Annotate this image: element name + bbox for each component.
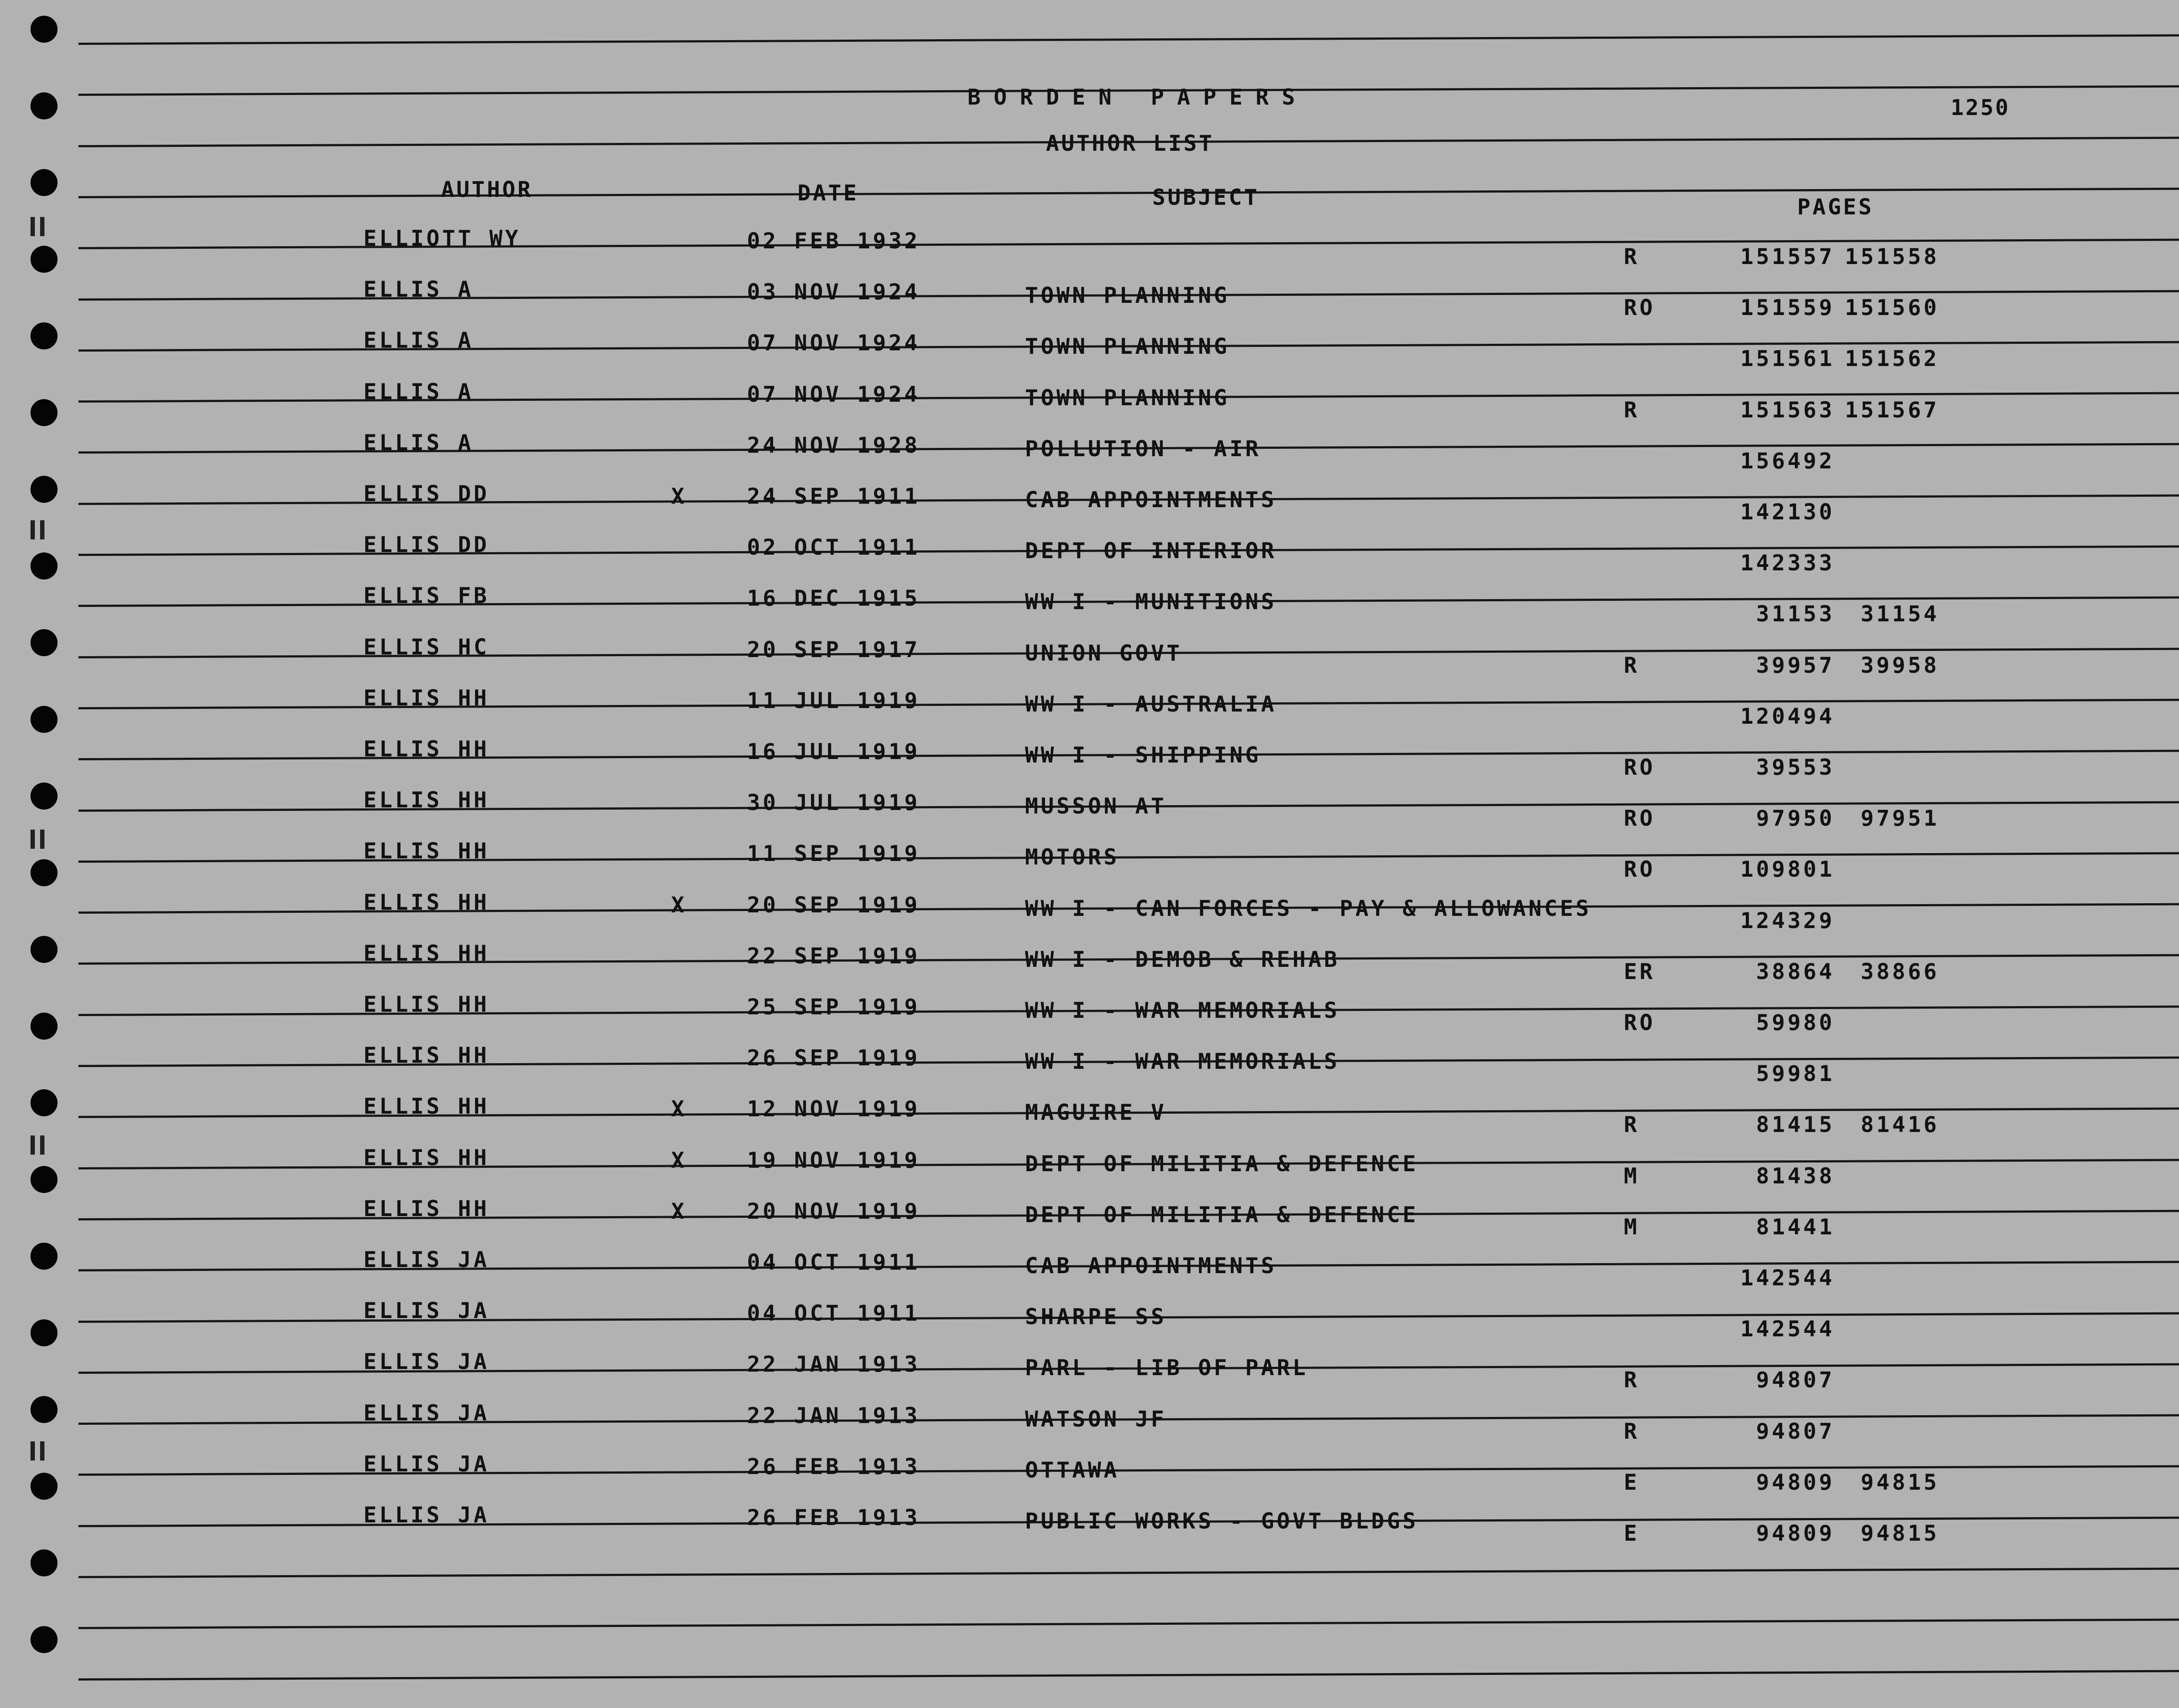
perforation-mark [31,217,35,236]
page-start-cell: 39553 [1756,755,1835,780]
table-row [0,1095,2179,1143]
page-start-cell: 94809 [1756,1469,1835,1495]
author-cell: ELLIS HH [363,889,489,915]
subject-cell: MAGUIRE V [1025,1100,1167,1125]
date-cell: 20 SEP 1919 [747,892,920,918]
subject-cell: TOWN PLANNING [1025,385,1230,410]
code-cell: R [1624,1112,1640,1138]
feed-hole [31,169,58,196]
subject-cell: CAB APPOINTMENTS [1025,487,1277,512]
page-start-cell: 151563 [1740,397,1835,423]
page-end-cell: 151567 [1845,397,1939,423]
table-row [0,891,2179,939]
page-start-cell: 94807 [1756,1418,1835,1444]
column-header-date: DATE [798,180,859,206]
page-end-cell: 151560 [1845,295,1939,321]
page-start-cell: 38864 [1756,959,1835,984]
table-row [0,1453,2179,1501]
author-cell: ELLIS JA [363,1298,489,1324]
feed-hole [31,92,58,119]
table-row [0,1249,2179,1297]
date-cell: 07 NOV 1924 [747,330,920,356]
author-cell: ELLIS HH [363,1094,489,1119]
table-row [0,1300,2179,1348]
page-end-cell: 97951 [1860,806,1939,831]
rule-line [78,34,2179,45]
table-row [0,381,2179,429]
subject-cell: POLLUTION - AIR [1025,436,1261,461]
code-cell: M [1624,1214,1640,1240]
date-cell: 25 SEP 1919 [747,994,920,1020]
date-cell: 16 DEC 1915 [747,586,920,611]
table-row [0,278,2179,326]
author-cell: ELLIS HH [363,685,489,711]
code-cell: RO [1624,755,1656,780]
page-end-cell: 38866 [1860,959,1939,984]
author-cell: ELLIS HC [363,634,489,660]
author-cell: ELLIS HH [363,787,489,813]
page-start-cell: 120494 [1740,703,1835,729]
code-cell: M [1624,1163,1640,1189]
subject-cell: WW I - MUNITIONS [1025,589,1277,615]
page-start-cell: 142544 [1740,1265,1835,1291]
perforation-mark [31,1135,35,1155]
author-cell: ELLIS A [363,430,474,455]
table-row [0,636,2179,684]
date-cell: 22 JAN 1913 [747,1403,920,1428]
perforation-mark [31,1441,35,1461]
date-cell: 03 NOV 1924 [747,279,920,305]
table-row [0,1504,2179,1552]
page-start-cell: 97950 [1756,806,1835,831]
subject-cell: PUBLIC WORKS - GOVT BLDGS [1025,1508,1419,1534]
page-end-cell: 94815 [1860,1521,1939,1546]
page-start-cell: 81415 [1756,1112,1835,1138]
date-cell: 20 SEP 1917 [747,637,920,662]
date-cell: 22 JAN 1913 [747,1352,920,1377]
author-cell: ELLIS JA [363,1247,489,1272]
author-cell: ELLIS JA [363,1400,489,1426]
code-cell: RO [1624,857,1656,882]
subject-cell: SHARPE SS [1025,1304,1167,1330]
column-header-pages: PAGES [1797,194,1874,220]
author-cell: ELLIS HH [363,940,489,966]
page-start-cell: 31153 [1756,601,1835,627]
date-cell: 20 NOV 1919 [747,1198,920,1224]
subject-cell: DEPT OF MILITIA & DEFENCE [1025,1151,1419,1176]
perforation-mark [40,520,44,539]
table-row [0,993,2179,1041]
page-end-cell: 94815 [1860,1469,1939,1495]
page-start-cell: 39957 [1756,652,1835,678]
page-start-cell: 142544 [1740,1316,1835,1342]
rule-line [78,1567,2179,1578]
page-start-cell: 81441 [1756,1214,1835,1240]
table-row [0,585,2179,633]
code-cell: R [1624,652,1640,678]
author-cell: ELLIS HH [363,1196,489,1221]
code-cell: E [1624,1469,1640,1495]
table-row [0,329,2179,377]
page-end-cell: 31154 [1860,601,1939,627]
perforation-mark [31,830,35,849]
page-start-cell: 81438 [1756,1163,1835,1189]
subject-cell: PARL - LIB OF PARL [1025,1355,1308,1381]
table-row [0,789,2179,837]
code-cell: R [1624,1418,1640,1444]
date-cell: 04 OCT 1911 [747,1301,920,1326]
table-row [0,840,2179,888]
subject-cell: DEPT OF MILITIA & DEFENCE [1025,1202,1419,1227]
author-cell: ELLIS HH [363,1043,489,1068]
subject-cell: TOWN PLANNING [1025,334,1230,359]
code-cell: RO [1624,806,1656,831]
page-number: 1250 [1951,95,2010,120]
author-cell: ELLIS DD [363,532,489,558]
date-cell: 11 SEP 1919 [747,841,920,867]
mark-cell: X [671,1198,687,1224]
author-cell: ELLIS HH [363,736,489,762]
date-cell: 26 FEB 1913 [747,1454,920,1479]
page-start-cell: 151557 [1740,244,1835,269]
date-cell: 16 JUL 1919 [747,739,920,764]
author-cell: ELLIS FB [363,583,489,609]
subject-cell: OTTAWA [1025,1457,1120,1483]
date-cell: 19 NOV 1919 [747,1147,920,1173]
date-cell: 24 SEP 1911 [747,484,920,509]
table-row [0,1402,2179,1450]
subject-cell: WW I - WAR MEMORIALS [1025,998,1340,1023]
mark-cell: X [671,1096,687,1122]
subject-cell: WATSON JF [1025,1406,1167,1432]
table-row [0,1147,2179,1195]
code-cell: ER [1624,959,1656,984]
author-cell: ELLIS DD [363,481,489,506]
code-cell: R [1624,244,1640,269]
author-cell: ELLIS JA [363,1349,489,1375]
subject-cell: UNION GOVT [1025,640,1183,666]
author-cell: ELLIS JA [363,1451,489,1477]
author-cell: ELLIS HH [363,1145,489,1170]
table-row [0,534,2179,582]
date-cell: 02 FEB 1932 [747,228,920,254]
table-row [0,1044,2179,1092]
code-cell: R [1624,1367,1640,1393]
page-start-cell: 59981 [1756,1061,1835,1087]
page-end-cell: 39958 [1860,652,1939,678]
code-cell: RO [1624,1010,1656,1035]
table-row [0,942,2179,990]
subject-cell: WW I - CAN FORCES - PAY & ALLOWANCES [1025,895,1592,921]
perforation-mark [40,830,44,849]
page-start-cell: 156492 [1740,448,1835,474]
table-row [0,738,2179,786]
page-start-cell: 109801 [1740,857,1835,882]
subject-cell: WW I - DEMOB & REHAB [1025,946,1340,972]
date-cell: 30 JUL 1919 [747,790,920,816]
column-header-author: AUTHOR [441,177,533,202]
column-header-subject: SUBJECT [1152,185,1259,210]
date-cell: 12 NOV 1919 [747,1096,920,1122]
date-cell: 26 SEP 1919 [747,1045,920,1071]
date-cell: 22 SEP 1919 [747,943,920,969]
table-row [0,687,2179,735]
rule-line [78,1670,2179,1681]
page-start-cell: 94809 [1756,1521,1835,1546]
page-start-cell: 124329 [1740,908,1835,933]
author-cell: ELLIS JA [363,1502,489,1528]
page-start-cell: 151559 [1740,295,1835,321]
date-cell: 02 OCT 1911 [747,535,920,560]
code-cell: RO [1624,295,1656,321]
document-title: BORDEN PAPERS [967,85,1308,110]
perforation-mark [40,217,44,236]
perforation-mark [40,1441,44,1461]
page-end-cell: 81416 [1860,1112,1939,1138]
subject-cell: TOWN PLANNING [1025,283,1230,308]
page-start-cell: 94807 [1756,1367,1835,1393]
date-cell: 24 NOV 1928 [747,432,920,458]
code-cell: R [1624,397,1640,423]
date-cell: 26 FEB 1913 [747,1505,920,1530]
table-row [0,483,2179,531]
mark-cell: X [671,1147,687,1173]
subject-cell: WW I - SHIPPING [1025,742,1261,768]
date-cell: 04 OCT 1911 [747,1250,920,1275]
page-start-cell: 151561 [1740,346,1835,372]
perforation-mark [31,520,35,539]
date-cell: 07 NOV 1924 [747,381,920,407]
mark-cell: X [671,892,687,918]
table-row [0,432,2179,480]
date-cell: 11 JUL 1919 [747,688,920,713]
author-cell: ELLIS HH [363,838,489,864]
table-row [0,1351,2179,1399]
feed-hole [31,1626,58,1653]
author-cell: ELLIS A [363,379,474,404]
author-cell: ELLIS A [363,277,474,302]
table-row [0,1198,2179,1246]
rule-line [78,1618,2179,1629]
subject-cell: WW I - AUSTRALIA [1025,691,1277,717]
table-row [0,227,2179,275]
subject-cell: MOTORS [1025,844,1120,870]
author-cell: ELLIOTT WY [363,226,521,251]
perforation-mark [40,1135,44,1155]
page-end-cell: 151558 [1845,244,1939,269]
document-subtitle: AUTHOR LIST [1046,131,1215,156]
code-cell: E [1624,1521,1640,1546]
feed-hole [31,1549,58,1576]
page-start-cell: 142333 [1740,550,1835,576]
author-cell: ELLIS A [363,328,474,353]
page-start-cell: 142130 [1740,499,1835,525]
subject-cell: WW I - WAR MEMORIALS [1025,1049,1340,1074]
subject-cell: DEPT OF INTERIOR [1025,538,1277,564]
mark-cell: X [671,484,687,509]
page-start-cell: 59980 [1756,1010,1835,1035]
author-cell: ELLIS HH [363,992,489,1017]
page-end-cell: 151562 [1845,346,1939,372]
subject-cell: CAB APPOINTMENTS [1025,1253,1277,1278]
feed-hole [31,16,58,43]
subject-cell: MUSSON AT [1025,793,1167,819]
